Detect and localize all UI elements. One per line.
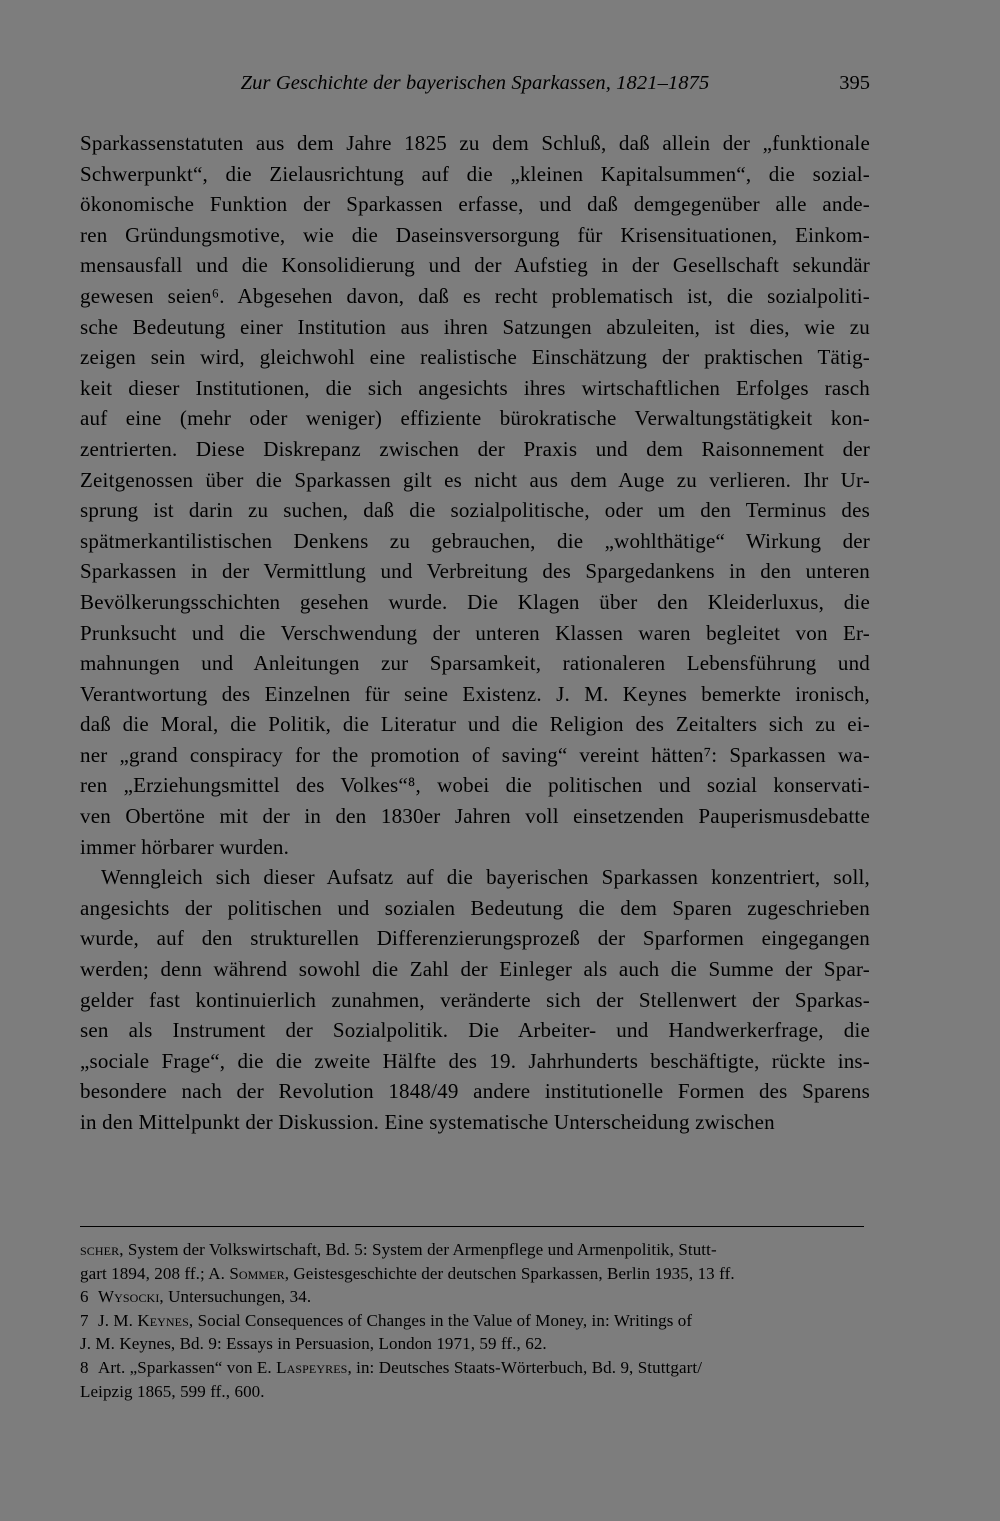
footnote-7: [80, 1309, 870, 1333]
text-line: ökonomische Funktion der Sparkassen erfasse, und daß demgegenüber alle ande-: [80, 192, 870, 217]
text-line: daß die Moral, die Politik, die Literatur und die Religion des Zeitalters sich zu ei-: [80, 712, 870, 737]
footnote-continued-line: Leipzig 1865, 599 ff., 600.: [80, 1381, 265, 1401]
author-name: Sommer: [229, 1263, 285, 1283]
paragraph-2: [80, 862, 870, 1137]
footnote-text: , in: Deutsches Staats-Wörterbuch, Bd. 9, Stuttgart/: [347, 1357, 703, 1377]
text-line: besondere nach der Revolution 1848/49 andere institutionelle Formen des Sparens: [80, 1079, 870, 1104]
text-line: angesichts der politischen und sozialen Bedeutung die dem Sparen zugeschrieben: [80, 895, 870, 920]
text-line: Prunksucht und die Verschwendung der unteren Klassen waren begleitet von Er-: [80, 620, 870, 645]
text-line: auf eine (mehr oder weniger) effiziente bürokratische Verwaltungstätigkeit kon-: [80, 406, 870, 431]
footnote-continued-line: [80, 1238, 870, 1262]
running-title: Zur Geschichte der bayerischen Sparkassen, 1821–1875: [240, 72, 710, 94]
text-line: Wenngleich sich dieser Aufsatz auf die bayerischen Sparkassen konzentriert, soll,: [101, 865, 870, 890]
footnote-separator: [80, 1226, 864, 1227]
footnote-text: , Geistesgeschichte der deutschen Sparkassen, Berlin 1935, 13 ff.: [284, 1263, 735, 1283]
author-name: Wysocki: [98, 1287, 160, 1307]
footnote-number: 8: [80, 1357, 89, 1377]
footnote-continued-line: [80, 1262, 870, 1286]
text-line: ner „grand conspiracy for the promotion of saving“ vereint hätten⁷: Sparkassen wa-: [80, 742, 870, 767]
text-line: sprung ist darin zu suchen, daß die sozialpolitische, oder um den Terminus des: [80, 498, 870, 523]
footnote-number: 7: [80, 1310, 89, 1330]
text-line: Schwerpunkt“, die Zielausrichtung auf die „kleinen Kapitalsummen“, die sozial-: [80, 161, 870, 186]
body-text: [80, 128, 870, 1138]
text-line: Sparkassenstatuten aus dem Jahre 1825 zu dem Schluß, daß allein der „funktionale: [80, 131, 870, 155]
text-line: zentrierten. Diese Diskrepanz zwischen der Praxis und dem Raisonnement der: [80, 436, 870, 461]
text-line: Sparkassen in der Vermittlung und Verbreitung des Spargedankens in den unteren: [80, 559, 870, 584]
paragraph-1: [80, 128, 870, 862]
text-line: mensausfall und die Konsolidierung und der Aufstieg in der Gesellschaft sekundär: [80, 253, 870, 278]
author-name: scher: [80, 1240, 120, 1259]
footnote-text: , Untersuchungen, 34.: [159, 1287, 312, 1307]
page-number: 395: [839, 72, 870, 94]
footnote-text: , Social Consequences of Changes in the Value of Money, in: Writings of: [188, 1310, 693, 1330]
text-line: wurde, auf den strukturellen Differenzierungsprozeß der Sparformen eingegangen: [80, 926, 870, 951]
footnotes: [80, 1238, 870, 1403]
text-line: gewesen seien⁶. Abgesehen davon, daß es recht problematisch ist, die sozialpoliti-: [80, 283, 870, 308]
author-name: Laspeyres: [276, 1357, 348, 1377]
text-line: Verantwortung des Einzelnen für seine Existenz. J. M. Keynes bemerkte ironisch,: [80, 681, 870, 706]
text-line: sen als Instrument der Sozialpolitik. Die Arbeiter- und Handwerkerfrage, die: [80, 1018, 870, 1043]
text-line: Zeitgenossen über die Sparkassen gilt es nicht aus dem Auge zu verlieren. Ihr Ur-: [80, 467, 870, 492]
text-line: zeigen sein wird, gleichwohl eine realistische Einschätzung der praktischen Tätig-: [80, 345, 870, 370]
text-line: mahnungen und Anleitungen zur Sparsamkeit, rationaleren Lebensführung und: [80, 651, 870, 676]
author-name: Keynes: [137, 1310, 189, 1330]
text-line: werden; denn während sowohl die Zahl der Einleger als auch die Summe der Spar-: [80, 957, 870, 982]
text-line: spätmerkantilistischen Denkens zu gebrauchen, die „wohlthätige“ Wirkung der: [80, 528, 870, 553]
page-header: [80, 72, 870, 102]
text-line: gelder fast kontinuierlich zunahmen, veränderte sich der Stellenwert der Sparkas-: [80, 987, 870, 1012]
text-line: ven Obertöne mit der in den 1830er Jahren voll einsetzenden Pauperismusdebatte: [80, 804, 870, 829]
text-line: sche Bedeutung einer Institution aus ihren Satzungen abzuleiten, ist dies, wie zu: [80, 314, 870, 339]
footnote-text: , System der Volkswirtschaft, Bd. 5: System der Armenpflege und Armenpolitik, Stutt-: [119, 1240, 717, 1259]
footnote-6: [80, 1285, 870, 1309]
footnote-continued-line: J. M. Keynes, Bd. 9: Essays in Persuasion, London 1971, 59 ff., 62.: [80, 1334, 547, 1354]
text-line: immer hörbarer wurden.: [80, 834, 290, 859]
text-line: in den Mittelpunkt der Diskussion. Eine systematische Unterscheidung zwischen: [80, 1110, 775, 1134]
footnote-text: Art. „Sparkassen“ von E.: [98, 1357, 277, 1377]
text-line: „sociale Frage“, die die zweite Hälfte des 19. Jahrhunderts beschäftigte, rückte ins-: [80, 1048, 870, 1073]
footnote-text: gart 1894, 208 ff.; A.: [80, 1263, 230, 1283]
text-line: Bevölkerungsschichten gesehen wurde. Die Klagen über den Kleiderluxus, die: [80, 589, 870, 614]
footnote-8: [80, 1356, 870, 1380]
text-line: keit dieser Institutionen, die sich angesichts ihres wirtschaftlichen Erfolges rasch: [80, 375, 870, 400]
footnote-number: 6: [80, 1287, 89, 1307]
text-line: ren Gründungsmotive, wie die Daseinsversorgung für Krisensituationen, Einkom-: [80, 222, 870, 247]
text-line: ren „Erziehungsmittel des Volkes“⁸, wobei die politischen und sozial konservati-: [80, 773, 870, 798]
footnote-text: J. M.: [98, 1310, 138, 1330]
